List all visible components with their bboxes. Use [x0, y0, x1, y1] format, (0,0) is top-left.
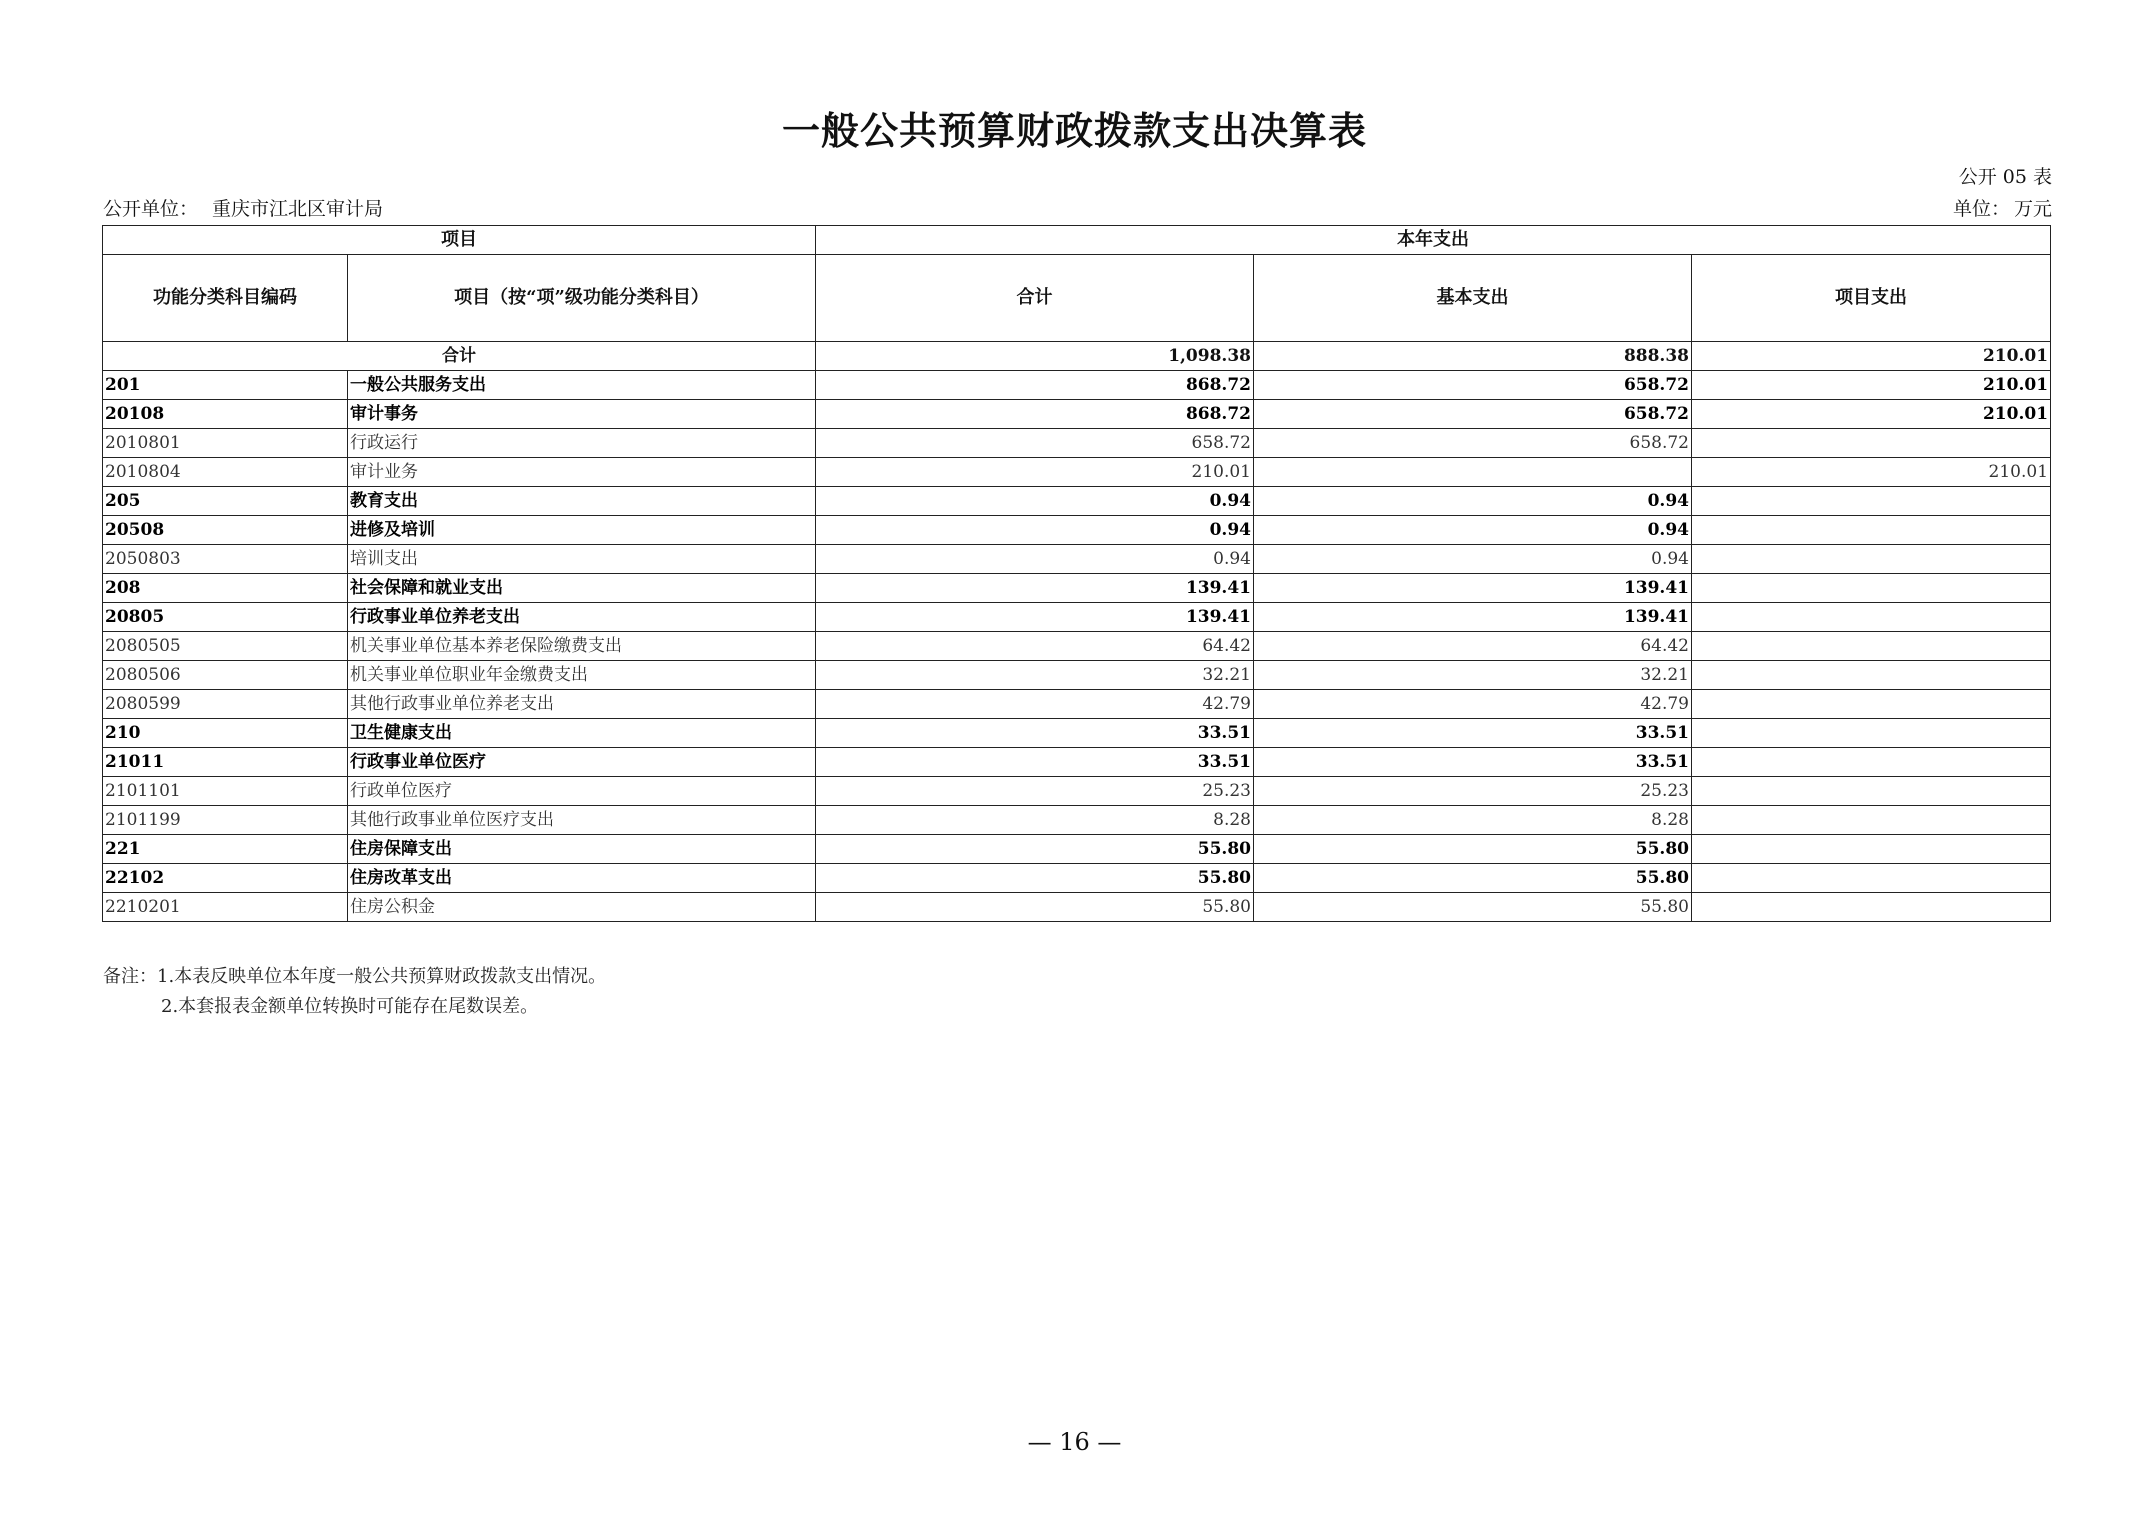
row-basic: 64.42 [1254, 632, 1692, 661]
row-item-name: 其他行政事业单位养老支出 [348, 690, 816, 719]
total-row [103, 342, 2051, 371]
row-project [1692, 574, 2051, 603]
header-total: 合计 [816, 255, 1254, 342]
row-code: 208 [103, 574, 348, 603]
row-basic: 25.23 [1254, 777, 1692, 806]
total-row-basic: 888.38 [1254, 342, 1692, 371]
row-total: 210.01 [816, 458, 1254, 487]
row-project [1692, 835, 2051, 864]
row-project [1692, 545, 2051, 574]
note-1: 备注：1.本表反映单位本年度一般公共预算财政拨款支出情况。 [103, 966, 607, 987]
row-project [1692, 690, 2051, 719]
row-item-name: 其他行政事业单位医疗支出 [348, 806, 816, 835]
row-project [1692, 661, 2051, 690]
row-code: 21011 [103, 748, 348, 777]
row-code: 2080506 [103, 661, 348, 690]
row-item-name: 行政事业单位养老支出 [348, 603, 816, 632]
row-basic: 0.94 [1254, 545, 1692, 574]
row-total: 8.28 [816, 806, 1254, 835]
row-project [1692, 487, 2051, 516]
table-row [103, 632, 2051, 661]
row-project [1692, 603, 2051, 632]
row-total: 64.42 [816, 632, 1254, 661]
total-row-project: 210.01 [1692, 342, 2051, 371]
row-project [1692, 719, 2051, 748]
row-item-name: 住房保障支出 [348, 835, 816, 864]
row-total: 0.94 [816, 545, 1254, 574]
org-label: 公开单位： [103, 198, 199, 220]
row-total: 139.41 [816, 603, 1254, 632]
unit-value: 万元 [2013, 198, 2052, 220]
row-basic: 139.41 [1254, 574, 1692, 603]
header-project: 项目支出 [1692, 255, 2051, 342]
row-project [1692, 516, 2051, 545]
header-year-expense-group: 本年支出 [816, 226, 2051, 255]
row-item-name: 一般公共服务支出 [348, 371, 816, 400]
row-total: 42.79 [816, 690, 1254, 719]
row-item-name: 社会保障和就业支出 [348, 574, 816, 603]
row-project [1692, 864, 2051, 893]
row-project: 210.01 [1692, 400, 2051, 429]
row-code: 2101199 [103, 806, 348, 835]
row-basic: 55.80 [1254, 893, 1692, 922]
row-project [1692, 429, 2051, 458]
currency-unit [1953, 194, 2052, 221]
row-basic: 33.51 [1254, 748, 1692, 777]
row-item-name: 住房改革支出 [348, 864, 816, 893]
unit-row [103, 194, 2052, 221]
budget-table [102, 225, 2051, 922]
row-basic: 0.94 [1254, 487, 1692, 516]
header-project-group: 项目 [103, 226, 816, 255]
row-code: 210 [103, 719, 348, 748]
form-code: 公开 05 表 [1958, 166, 2052, 188]
total-row-label: 合计 [103, 342, 816, 371]
row-total: 55.80 [816, 893, 1254, 922]
table-row [103, 806, 2051, 835]
row-code: 221 [103, 835, 348, 864]
row-total: 55.80 [816, 864, 1254, 893]
unit-label: 单位： [1952, 198, 2010, 220]
table-row [103, 777, 2051, 806]
row-project: 210.01 [1692, 458, 2051, 487]
row-project: 210.01 [1692, 371, 2051, 400]
table-header [103, 226, 2051, 342]
row-item-name: 住房公积金 [348, 893, 816, 922]
row-code: 20108 [103, 400, 348, 429]
row-total: 139.41 [816, 574, 1254, 603]
note-2: 2.本套报表金额单位转换时可能存在尾数误差。 [161, 996, 539, 1017]
table-row [103, 835, 2051, 864]
row-total: 32.21 [816, 661, 1254, 690]
table-row [103, 661, 2051, 690]
table-row [103, 719, 2051, 748]
header-basic: 基本支出 [1254, 255, 1692, 342]
row-basic: 32.21 [1254, 661, 1692, 690]
row-total: 0.94 [816, 487, 1254, 516]
table-row [103, 864, 2051, 893]
table-row [103, 458, 2051, 487]
row-basic: 658.72 [1254, 371, 1692, 400]
row-project [1692, 748, 2051, 777]
row-basic: 33.51 [1254, 719, 1692, 748]
org-name: 重庆市江北区审计局 [212, 198, 384, 220]
row-project [1692, 777, 2051, 806]
row-basic: 42.79 [1254, 690, 1692, 719]
row-basic: 55.80 [1254, 864, 1692, 893]
row-total: 868.72 [816, 371, 1254, 400]
row-project [1692, 632, 2051, 661]
table-row [103, 893, 2051, 922]
row-total: 868.72 [816, 400, 1254, 429]
header-code: 功能分类科目编码 [103, 255, 348, 342]
table-row [103, 545, 2051, 574]
row-code: 22102 [103, 864, 348, 893]
row-item-name: 审计业务 [348, 458, 816, 487]
row-basic [1254, 458, 1692, 487]
organization [103, 194, 383, 221]
row-code: 201 [103, 371, 348, 400]
row-item-name: 教育支出 [348, 487, 816, 516]
table-row [103, 429, 2051, 458]
row-total: 0.94 [816, 516, 1254, 545]
table-body [103, 342, 2051, 922]
row-item-name: 机关事业单位基本养老保险缴费支出 [348, 632, 816, 661]
row-item-name: 卫生健康支出 [348, 719, 816, 748]
table-row [103, 400, 2051, 429]
row-total: 658.72 [816, 429, 1254, 458]
table-row [103, 371, 2051, 400]
row-code: 2080599 [103, 690, 348, 719]
header-item: 项目（按“项”级功能分类科目） [348, 255, 816, 342]
row-code: 2101101 [103, 777, 348, 806]
row-code: 2050803 [103, 545, 348, 574]
row-total: 33.51 [816, 719, 1254, 748]
table-row [103, 516, 2051, 545]
row-basic: 658.72 [1254, 429, 1692, 458]
row-total: 55.80 [816, 835, 1254, 864]
page-number: — 16 — [1027, 1428, 1122, 1456]
table-row [103, 487, 2051, 516]
row-basic: 658.72 [1254, 400, 1692, 429]
table-row [103, 748, 2051, 777]
row-basic: 8.28 [1254, 806, 1692, 835]
row-basic: 55.80 [1254, 835, 1692, 864]
notes [103, 962, 606, 1022]
row-code: 20805 [103, 603, 348, 632]
row-item-name: 审计事务 [348, 400, 816, 429]
page-title: 一般公共预算财政拨款支出决算表 [781, 108, 1367, 153]
row-total: 25.23 [816, 777, 1254, 806]
row-code: 2010804 [103, 458, 348, 487]
row-project [1692, 893, 2051, 922]
row-basic: 139.41 [1254, 603, 1692, 632]
table-row [103, 690, 2051, 719]
row-basic: 0.94 [1254, 516, 1692, 545]
row-total: 33.51 [816, 748, 1254, 777]
total-row-total: 1,098.38 [816, 342, 1254, 371]
row-code: 2210201 [103, 893, 348, 922]
row-code: 2010801 [103, 429, 348, 458]
row-code: 205 [103, 487, 348, 516]
row-item-name: 机关事业单位职业年金缴费支出 [348, 661, 816, 690]
row-code: 2080505 [103, 632, 348, 661]
row-item-name: 行政事业单位医疗 [348, 748, 816, 777]
table-row [103, 603, 2051, 632]
row-item-name: 行政单位医疗 [348, 777, 816, 806]
row-item-name: 培训支出 [348, 545, 816, 574]
row-project [1692, 806, 2051, 835]
row-item-name: 行政运行 [348, 429, 816, 458]
table-row [103, 574, 2051, 603]
row-code: 20508 [103, 516, 348, 545]
row-item-name: 进修及培训 [348, 516, 816, 545]
